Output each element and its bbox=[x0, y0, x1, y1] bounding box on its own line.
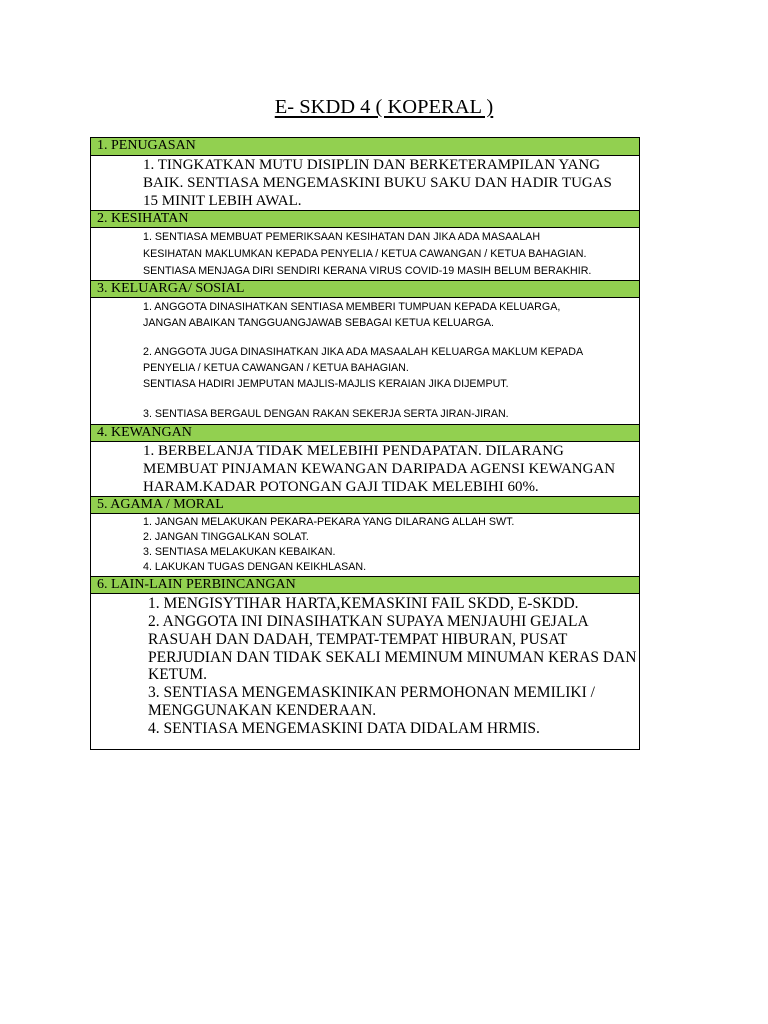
section-line: 3. SENTIASA MENGEMASKINIKAN PERMOHONAN MEMILIKI / bbox=[148, 684, 595, 701]
document-title bbox=[0, 94, 768, 120]
section-line: 1. BERBELANJA TIDAK MELEBIHI PENDAPATAN. DILARANG bbox=[143, 443, 564, 459]
section-line: KESIHATAN MAKLUMKAN KEPADA PENYELIA / KETUA CAWANGAN / KETUA BAHAGIAN. bbox=[143, 248, 587, 260]
briefing-table bbox=[90, 137, 640, 750]
section-body-lain-lain bbox=[91, 594, 639, 749]
section-line: 4. LAKUKAN TUGAS DENGAN KEIKHLASAN. bbox=[143, 561, 367, 573]
section-line: HARAM.KADAR POTONGAN GAJI TIDAK MELEBIHI 60%. bbox=[143, 479, 539, 495]
section-line: 1. TINGKATKAN MUTU DISIPLIN DAN BERKETERAMPILAN YANG bbox=[143, 157, 601, 173]
section-line: SENTIASA HADIRI JEMPUTAN MAJLIS-MAJLIS KERAIAN JIKA DIJEMPUT. bbox=[143, 378, 509, 390]
section-line: 3. SENTIASA BERGAUL DENGAN RAKAN SEKERJA SERTA JIRAN-JIRAN. bbox=[143, 408, 509, 420]
section-line: RASUAH DAN DADAH, TEMPAT-TEMPAT HIBURAN, PUSAT bbox=[148, 631, 568, 648]
section-line: 1. JANGAN MELAKUKAN PEKARA-PEKARA YANG DILARANG ALLAH SWT. bbox=[143, 516, 515, 528]
section-heading-keluarga-sosial: 3. KELUARGA/ SOSIAL bbox=[91, 280, 639, 298]
section-heading-kewangan: 4. KEWANGAN bbox=[91, 424, 639, 442]
section-heading-lain-lain: 6. LAIN-LAIN PERBINCANGAN bbox=[91, 576, 639, 594]
section-line: 2. JANGAN TINGGALKAN SOLAT. bbox=[143, 531, 309, 543]
section-line: SENTIASA MENJAGA DIRI SENDIRI KERANA VIRUS COVID-19 MASIH BELUM BERAKHIR. bbox=[143, 265, 592, 277]
section-heading-kesihatan: 2. KESIHATAN bbox=[91, 210, 639, 228]
section-line: KETUM. bbox=[148, 666, 207, 683]
section-body-kesihatan bbox=[91, 228, 639, 280]
section-body-keluarga-sosial bbox=[91, 298, 639, 424]
section-line: 4. SENTIASA MENGEMASKINI DATA DIDALAM HRMIS. bbox=[148, 720, 540, 737]
section-line: PENYELIA / KETUA CAWANGAN / KETUA BAHAGIAN. bbox=[143, 362, 409, 374]
section-line: BAIK. SENTIASA MENGEMASKINI BUKU SAKU DAN HADIR TUGAS bbox=[143, 175, 612, 191]
section-line: 2. ANGGOTA INI DINASIHATKAN SUPAYA MENJAUHI GEJALA bbox=[148, 613, 589, 630]
section-line: MEMBUAT PINJAMAN KEWANGAN DARIPADA AGENSI KEWANGAN bbox=[143, 461, 616, 477]
section-line: 15 MINIT LEBIH AWAL. bbox=[143, 193, 302, 209]
section-body-penugasan bbox=[91, 156, 639, 210]
section-line: PERJUDIAN DAN TIDAK SEKALI MEMINUM MINUMAN KERAS DAN bbox=[148, 649, 637, 666]
section-body-kewangan bbox=[91, 442, 639, 496]
section-heading-penugasan: 1. PENUGASAN bbox=[91, 138, 639, 156]
section-line: 2. ANGGOTA JUGA DINASIHATKAN JIKA ADA MASAALAH KELUARGA MAKLUM KEPADA bbox=[143, 346, 584, 358]
section-line: JANGAN ABAIKAN TANGGUANGJAWAB SEBAGAI KETUA KELUARGA. bbox=[143, 317, 494, 329]
section-line: 1. MENGISYTIHAR HARTA,KEMASKINI FAIL SKDD, E-SKDD. bbox=[148, 595, 579, 612]
section-heading-agama-moral: 5. AGAMA / MORAL bbox=[91, 496, 639, 514]
section-line: MENGGUNAKAN KENDERAAN. bbox=[148, 702, 377, 719]
section-line: 1. ANGGOTA DINASIHATKAN SENTIASA MEMBERI TUMPUAN KEPADA KELUARGA, bbox=[143, 301, 561, 313]
section-line: 1. SENTIASA MEMBUAT PEMERIKSAAN KESIHATAN DAN JIKA ADA MASAALAH bbox=[143, 231, 541, 243]
section-line: 3. SENTIASA MELAKUKAN KEBAIKAN. bbox=[143, 546, 336, 558]
section-body-agama-moral bbox=[91, 514, 639, 576]
document-title-text: E- SKDD 4 ( KOPERAL ) bbox=[274, 96, 494, 118]
